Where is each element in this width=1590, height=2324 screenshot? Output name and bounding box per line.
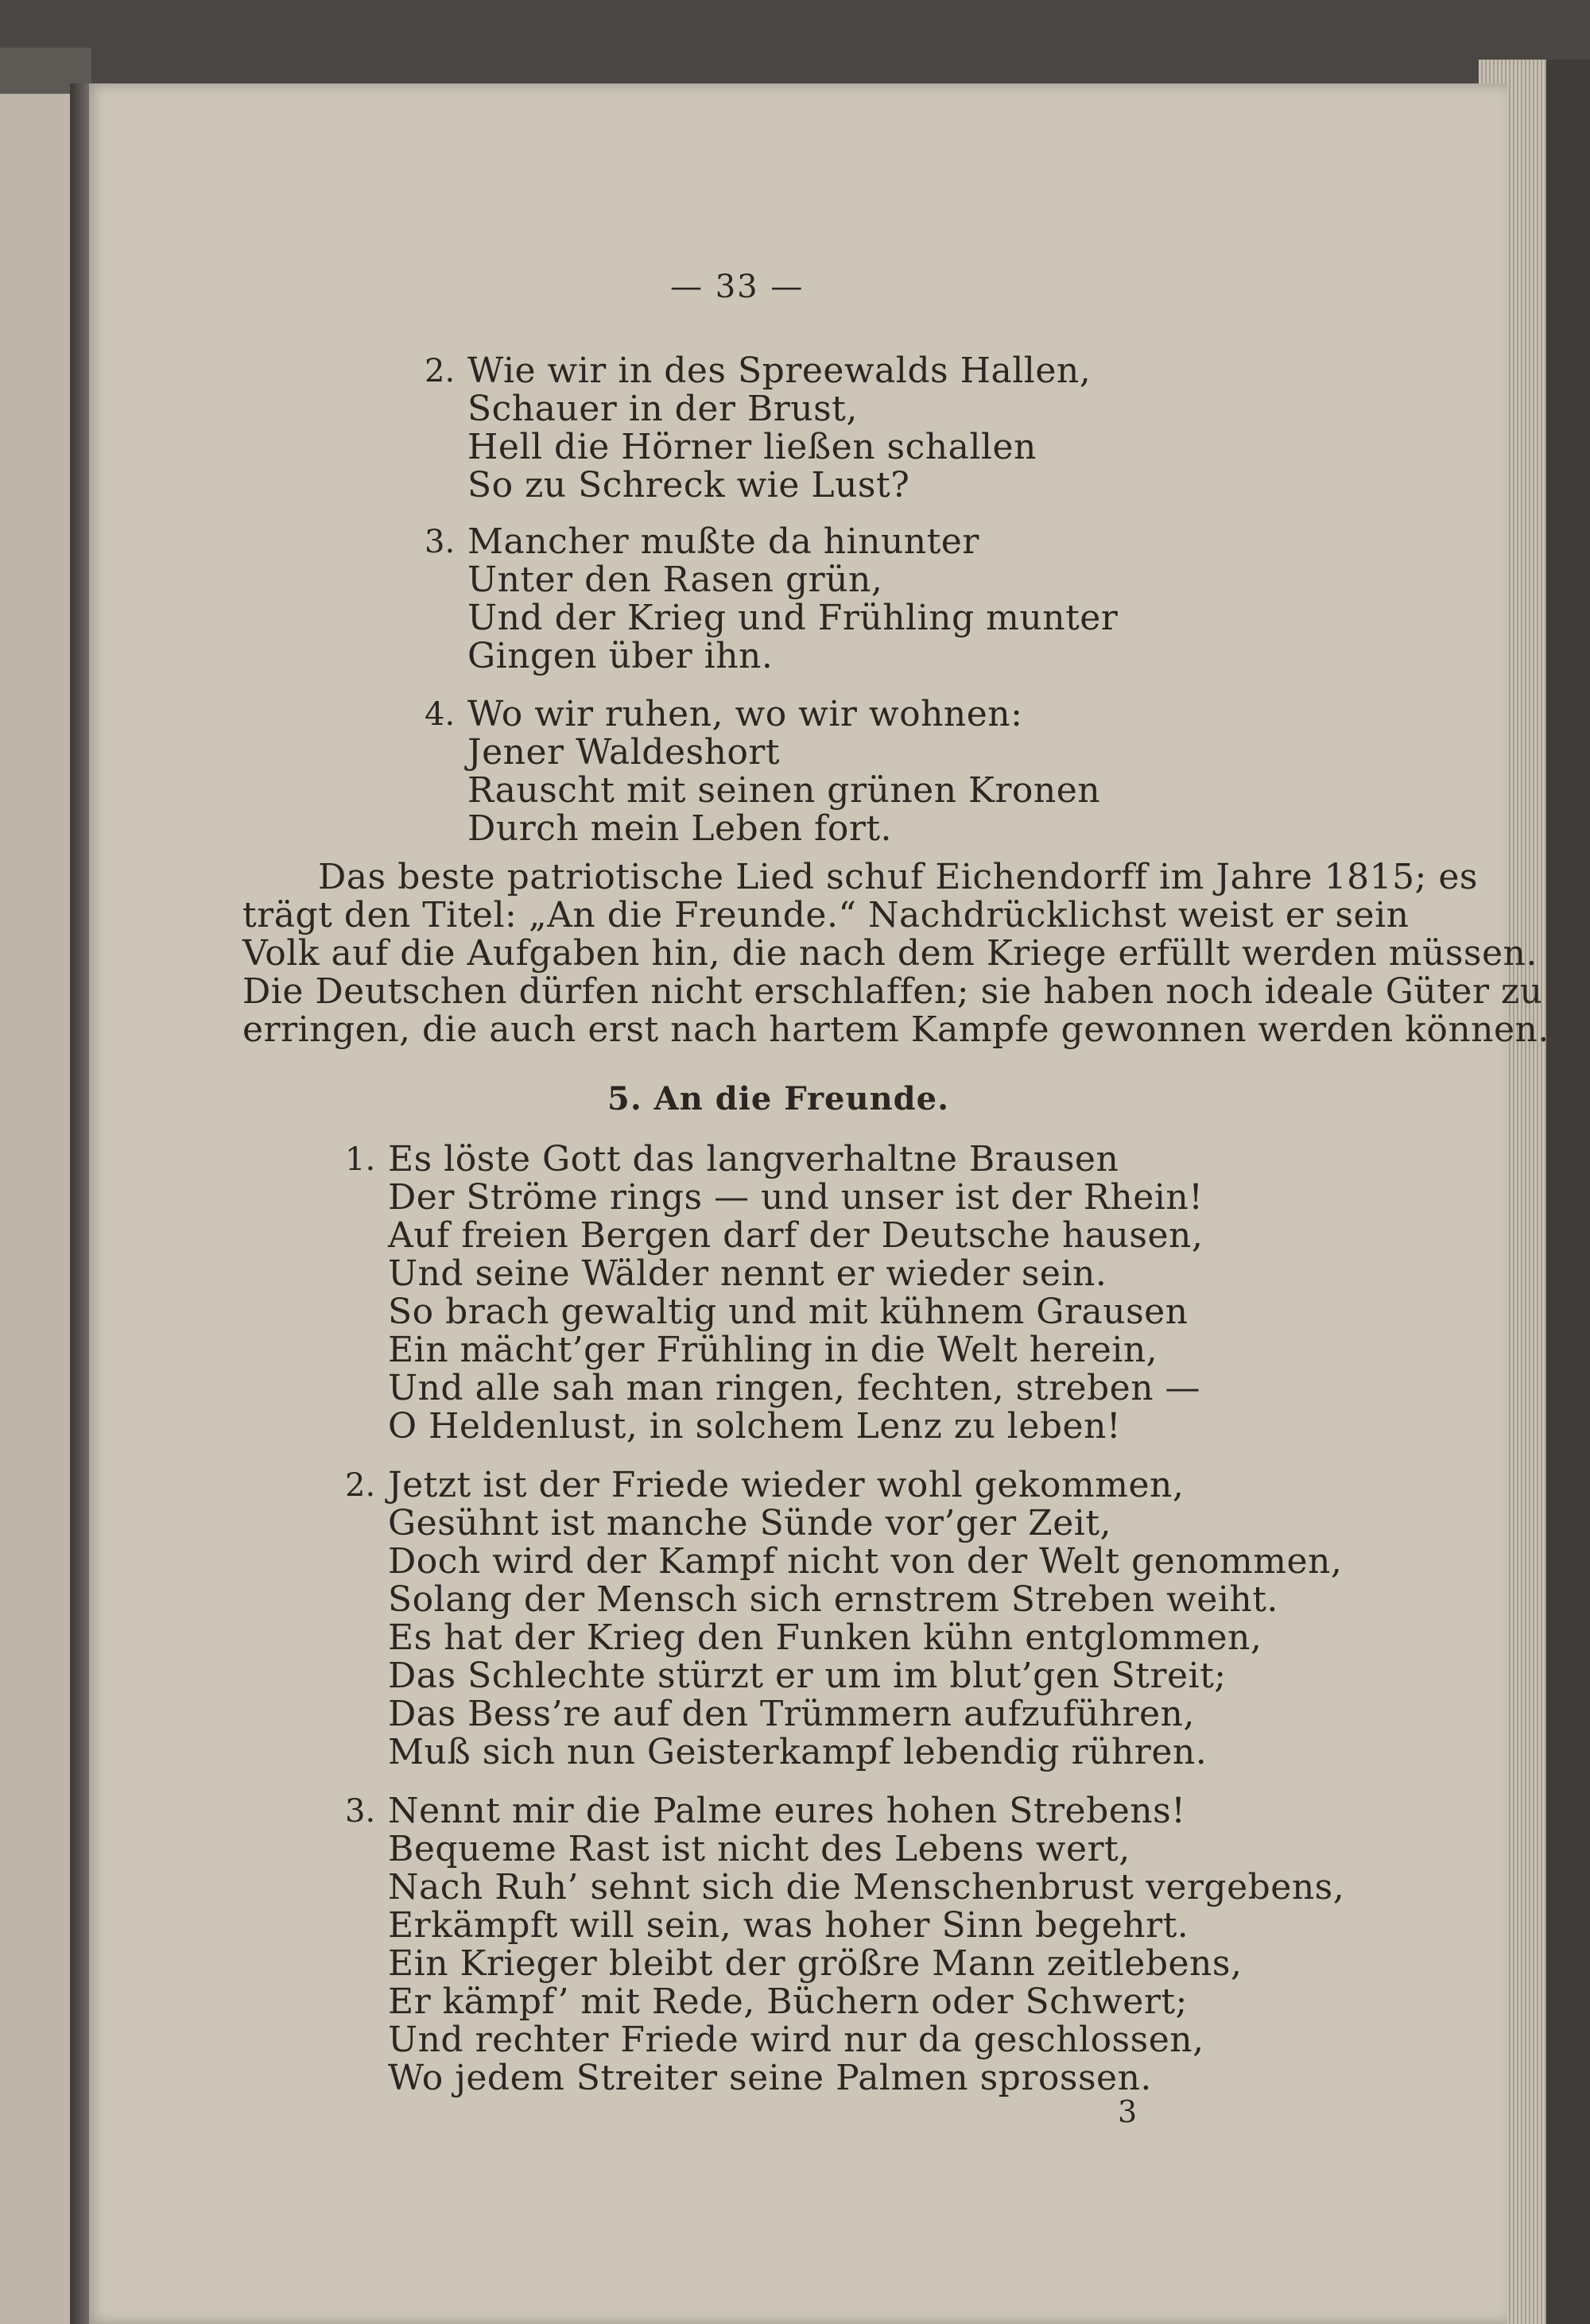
stanza-number: 2. [345, 1467, 376, 1504]
paragraph-line: erringen, die auch erst nach hartem Kampfe gewonnen werden können. [242, 1009, 1549, 1050]
verse-line: Auf freien Bergen darf der Deutsche hausen, [388, 1215, 1204, 1256]
verse-line: Erkämpft will sein, was hoher Sinn begehrt. [388, 1905, 1189, 1946]
paragraph-line: Volk auf die Aufgaben hin, die nach dem Kriege erfüllt werden müssen. [242, 933, 1538, 974]
signature-mark: 3 [1118, 2094, 1138, 2129]
paragraph-line: Das beste patriotische Lied schuf Eichendorff im Jahre 1815; es [318, 857, 1478, 897]
verse-line: Muß sich nun Geisterkampf lebendig rühren. [388, 1732, 1208, 1772]
page-text [86, 83, 1549, 2324]
verse-line: Jetzt ist der Friede wieder wohl gekommen, [388, 1465, 1185, 1505]
book-page [86, 83, 1549, 2324]
verse-line: Wie wir in des Spreewalds Hallen, [467, 351, 1092, 391]
page-header: — 33 — [670, 269, 805, 305]
verse-line: Es löste Gott das langverhaltne Brausen [388, 1139, 1119, 1179]
verse-line: Rauscht mit seinen grünen Kronen [467, 770, 1101, 811]
verse-line: Der Ströme rings — und unser ist der Rhein! [388, 1177, 1204, 1218]
verse-line: Jener Waldeshort [467, 732, 781, 773]
verse-line: O Heldenlust, in solchem Lenz zu leben! [388, 1406, 1122, 1447]
stanza-number: 3. [425, 524, 456, 560]
verse-line: So zu Schreck wie Lust? [467, 465, 910, 505]
verse-line: Schauer in der Brust, [467, 389, 858, 429]
verse-line: Und alle sah man ringen, fechten, streben — [388, 1368, 1201, 1408]
verse-line: Ein Krieger bleibt der größre Mann zeitlebens, [388, 1943, 1243, 1984]
verse-line: Gingen über ihn. [467, 636, 774, 676]
verse-line: Wo wir ruhen, wo wir wohnen: [467, 694, 1023, 734]
verse-line: Solang der Mensch sich ernstrem Streben weiht. [388, 1579, 1278, 1620]
verse-line: Bequeme Rast ist nicht des Lebens wert, [388, 1829, 1130, 1869]
verse-line: Das Bess’re auf den Trümmern aufzuführen, [388, 1694, 1195, 1734]
previous-page-edge [0, 94, 76, 2324]
verse-line: Und seine Wälder nennt er wieder sein. [388, 1253, 1107, 1294]
verse-line: Wo jedem Streiter seine Palmen sprossen. [388, 2058, 1152, 2098]
verse-line: Es hat der Krieg den Funken kühn entglommen, [388, 1617, 1262, 1658]
verse-line: Unter den Rasen grün, [467, 560, 883, 600]
verse-line: Nennt mir die Palme eures hohen Strebens! [388, 1791, 1186, 1831]
verse-line: Er kämpf’ mit Rede, Büchern oder Schwert; [388, 1981, 1188, 2022]
verse-line: Ein mächt’ger Frühling in die Welt herein, [388, 1330, 1158, 1370]
verse-line: Mancher mußte da hinunter [467, 521, 979, 562]
verse-line: Nach Ruh’ sehnt sich die Menschenbrust vergebens, [388, 1867, 1345, 1908]
paragraph-line: Die Deutschen dürfen nicht erschlaffen; sie haben noch ideale Güter zu [242, 971, 1543, 1012]
verse-line: Doch wird der Kampf nicht von der Welt genommen, [388, 1541, 1343, 1582]
stanza-number: 1. [345, 1141, 376, 1178]
verse-line: Hell die Hörner ließen schallen [467, 427, 1037, 467]
poem-title: 5. An die Freunde. [607, 1080, 949, 1117]
verse-line: So brach gewaltig und mit kühnem Grausen [388, 1292, 1189, 1332]
verse-line: Durch mein Leben fort. [467, 808, 893, 849]
paragraph-line: trägt den Titel: „An die Freunde.“ Nachdrücklichst weist er sein [242, 895, 1410, 935]
stanza-number: 2. [425, 353, 456, 389]
verse-line: Und der Krieg und Frühling munter [467, 598, 1119, 638]
stanza-number: 4. [425, 696, 456, 733]
verse-line: Das Schlechte stürzt er um im blut’gen Streit; [388, 1656, 1227, 1696]
verse-line: Gesühnt ist manche Sünde vor’ger Zeit, [388, 1503, 1112, 1544]
stanza-number: 3. [345, 1793, 376, 1830]
verse-line: Und rechter Friede wird nur da geschlossen, [388, 2020, 1204, 2060]
